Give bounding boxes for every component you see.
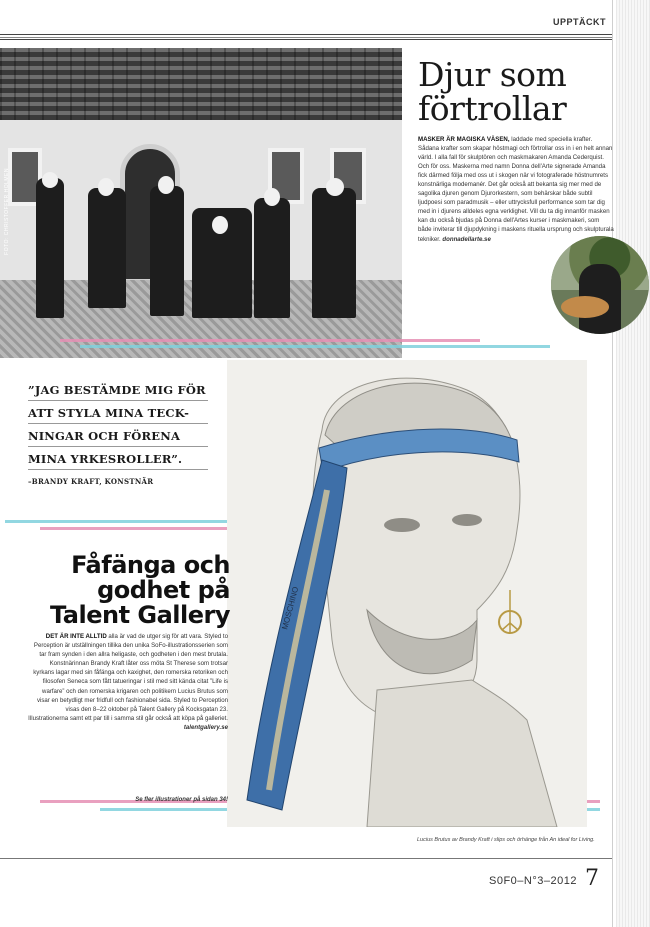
illustration-caption: Lucius Brutus av Brandy Kraft i slips och örhänge från An ideal for Living. <box>417 837 595 843</box>
article-body-masks <box>418 135 614 244</box>
guitar <box>561 296 609 318</box>
quote-attribution: –BRANDY KRAFT, KONSTNÄR <box>28 477 154 486</box>
bust-illustration <box>227 360 587 827</box>
article-lead: MASKER ÄR MAGISKA VÄSEN, <box>418 136 510 143</box>
band-photo <box>0 48 402 358</box>
quote-line: NINGAR OCH FÖRENA <box>28 426 208 447</box>
header-rule <box>0 34 612 40</box>
page-edge <box>616 0 650 927</box>
pull-quote <box>28 380 208 486</box>
article-link[interactable]: donnadellarte.se <box>442 235 491 243</box>
bust-eye <box>452 514 482 526</box>
quote-line: ATT STYLA MINA TECK- <box>28 403 208 424</box>
bust-drawing <box>227 360 587 827</box>
mask <box>212 216 228 234</box>
performer <box>88 188 126 308</box>
performer <box>36 178 64 318</box>
article-link[interactable]: talentgallery.se <box>183 723 228 731</box>
earring-line <box>510 623 518 630</box>
section-label: UPPTÄCKT <box>553 17 606 27</box>
performer <box>150 186 184 316</box>
mask <box>264 188 280 206</box>
roof <box>0 48 402 120</box>
article-text: alla är vad de utger sig för att vara. Styled to Perception är utställningen tillika den unika SoFo-illustrationsserien som tar fram synden i den allra heligaste, och godheten i den mest brutala. Konstnärinnan Brandy Kraft låter oss möta St Therese som trotsar kyrkans lagar med sin fåfänga och kaxighet, den romerska retoriken och filosofen Seneca som fått tatueringar i stil med sitt kända citat ”Life is warfare” och den romerska krigaren och politikern Lucius Brutus som visar en betydligt mer fridfull och fashionabel sida. Styled to Perception visas den 8–22 oktober på Talent Gallery på Kocksgatan 23. Illustrationerna samt ett par till i samma stil går också att köpa på galleriet. <box>28 633 228 722</box>
folio: S0F0–N°3–2012 <box>489 875 577 887</box>
quote-line: MINA YRKESROLLER”. <box>28 449 208 470</box>
article-title-masks: Djur som förtrollar <box>418 55 567 128</box>
decor-stripe-cyan <box>5 520 255 523</box>
musician-circle-photo <box>551 236 649 334</box>
earring-line <box>502 623 510 630</box>
mask <box>326 178 344 196</box>
photo-credit: FOTO: CHRISTOFFER HOLMEN <box>4 168 10 255</box>
footer-rule <box>0 858 612 859</box>
article-body-talent <box>28 632 228 732</box>
decor-stripe-pink <box>60 339 480 342</box>
article-title-talent: Fåfänga och godhet på Talent Gallery <box>50 551 230 629</box>
decor-stripe-cyan <box>80 345 550 348</box>
quote-line: ”JAG BESTÄMDE MIG FÖR <box>28 380 208 401</box>
article-lead: DET ÄR INTE ALLTID <box>45 633 107 640</box>
tie-label: MOSCHINO <box>280 585 301 631</box>
mask <box>98 178 114 196</box>
page-number: 7 <box>585 866 599 891</box>
performer <box>312 188 356 318</box>
mask <box>42 172 58 188</box>
bust-eye <box>384 518 420 532</box>
article-text: laddade med speciella krafter. Sådana krafter som skapar höstmagi och förtrollar oss in i en helt annan värld. I alla fall för skulptören och maskmakaren Amanda Cederquist. Och för oss. Maskerna med namn Donna dell'Arte signerade Amanda fick därmed följa med oss ut i skogen när vi fotograferade höstnumrets konstnärliga modemanér. Det går också att bekanta sig mer med de sagolika djuren genom Djurorkestern, som behärskar både subtil ljudpoesi som paradmusik – eller uttrycksfull performance som tar dig med in i djurens alldeles egna verklighet. Vill du ta dig innanför masken kan du också bjudas på Donna dell'Artes kurser i maskmakeri, som både inviterar till djupdykning i maskens rituella ursprung och skulpturala tekniker. <box>418 136 614 243</box>
see-also-note: Se fler illustrationer på sidan 34! <box>135 797 228 803</box>
bust-neck <box>367 680 557 827</box>
performer <box>254 198 290 318</box>
mask <box>158 176 174 194</box>
